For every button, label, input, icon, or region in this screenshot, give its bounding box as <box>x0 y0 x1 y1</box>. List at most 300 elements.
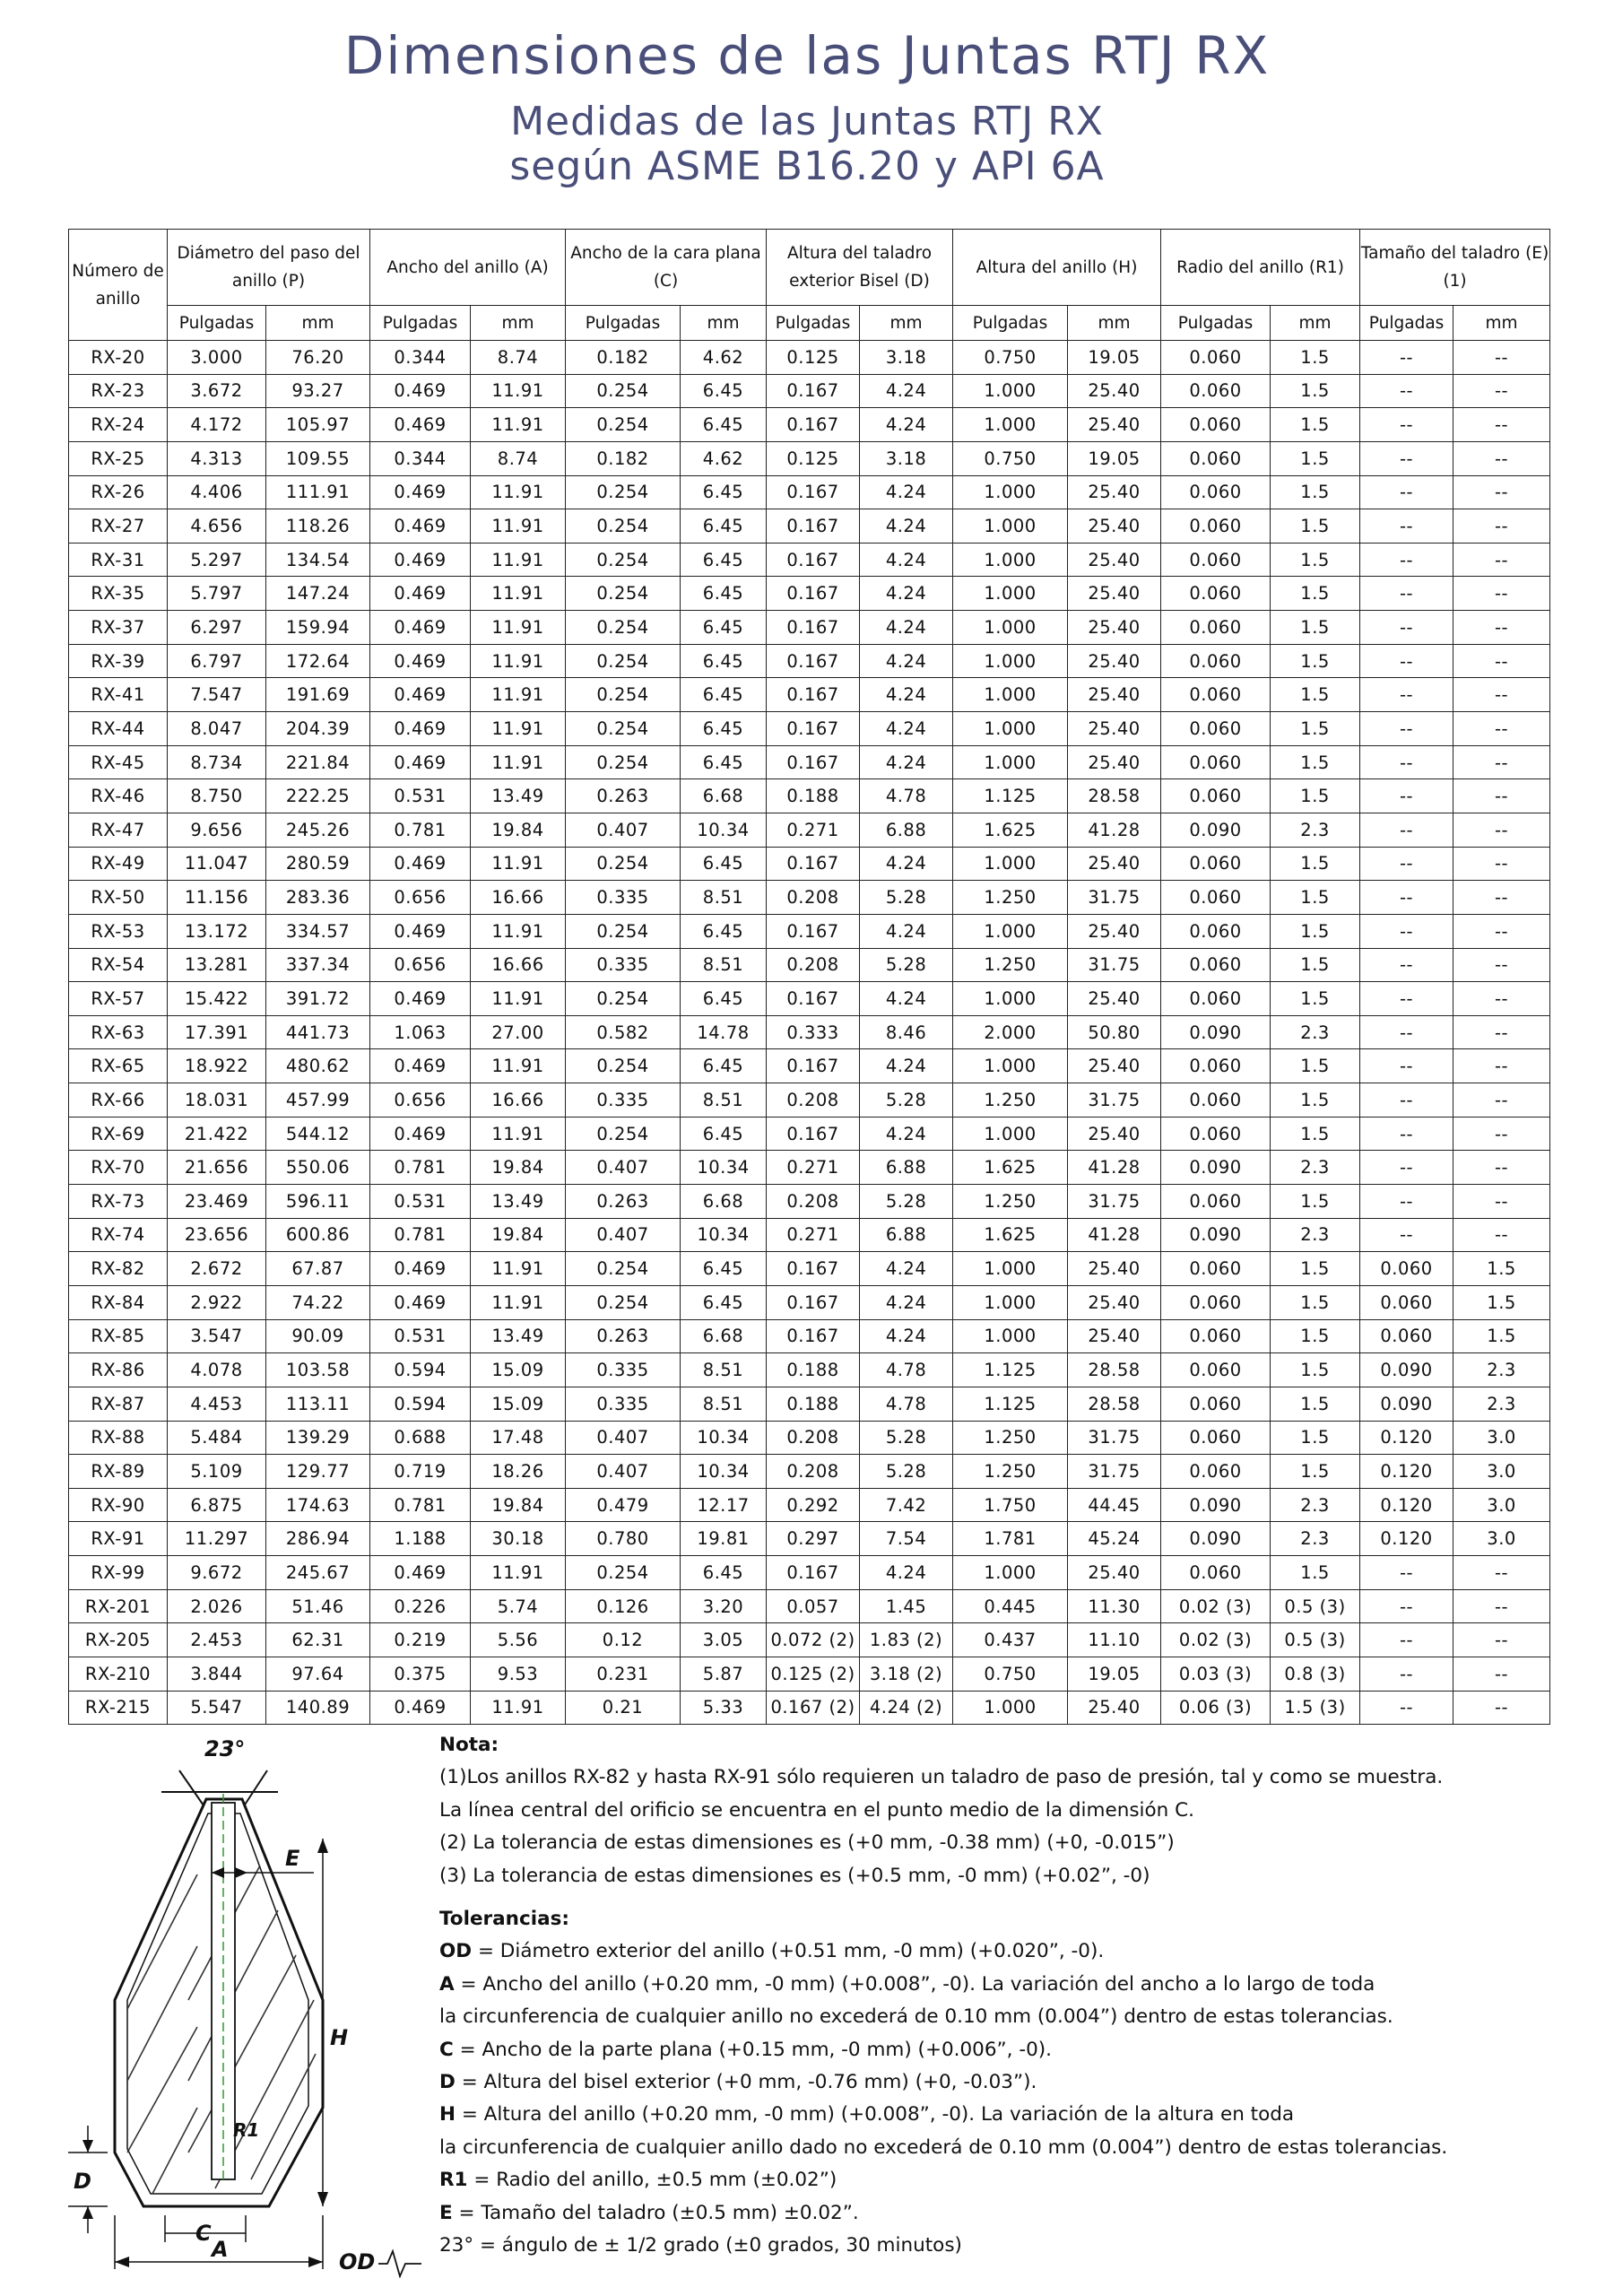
table-cell: 5.484 <box>168 1421 266 1455</box>
table-cell: 11.91 <box>471 847 566 881</box>
table-cell: 1.5 <box>1271 881 1360 915</box>
ring-number-cell: RX-63 <box>69 1015 168 1049</box>
table-cell: 0.263 <box>566 779 681 813</box>
table-cell: 1.000 <box>953 509 1068 544</box>
table-cell: 0.335 <box>566 948 681 982</box>
notes-section <box>439 1729 1605 2263</box>
table-cell: 0.407 <box>566 813 681 847</box>
table-cell: 1.5 <box>1271 408 1360 442</box>
table-cell: 1.000 <box>953 644 1068 678</box>
table-cell: 17.391 <box>168 1015 266 1049</box>
ring-number-cell: RX-85 <box>69 1319 168 1353</box>
table-cell: 0.469 <box>370 644 471 678</box>
table-cell: 0.060 <box>1161 982 1271 1016</box>
table-cell: 15.09 <box>471 1387 566 1421</box>
table-cell: 8.74 <box>471 441 566 475</box>
table-cell: 0.03 (3) <box>1161 1657 1271 1691</box>
table-cell: 0.469 <box>370 1556 471 1590</box>
table-row <box>69 1285 1550 1319</box>
table-cell: 0.469 <box>370 1691 471 1725</box>
table-cell: 76.20 <box>266 341 370 375</box>
table-cell: 0.072 (2) <box>767 1623 860 1657</box>
table-cell: 0.060 <box>1161 543 1271 577</box>
table-cell: 0.167 <box>767 1285 860 1319</box>
ring-number-cell: RX-31 <box>69 543 168 577</box>
ring-number-cell: RX-44 <box>69 712 168 746</box>
table-row <box>69 1319 1550 1353</box>
tolerance-line: la circunferencia de cualquier anillo no excederá de 0.10 mm (0.004”) dentro de estas tolerancias. <box>439 2005 1393 2029</box>
table-cell: 4.62 <box>681 441 767 475</box>
table-cell: 0.594 <box>370 1387 471 1421</box>
table-cell: 11.91 <box>471 475 566 509</box>
table-cell: 0.469 <box>370 1285 471 1319</box>
table-cell: 25.40 <box>1068 1285 1161 1319</box>
table-cell: -- <box>1453 982 1550 1016</box>
table-cell: 6.45 <box>681 1556 767 1590</box>
table-cell: 16.66 <box>471 881 566 915</box>
tolerance-line: 23° = ángulo de ± 1/2 grado (±0 grados, 30 minutos) <box>439 2234 962 2257</box>
table-cell: 16.66 <box>471 948 566 982</box>
ring-number-cell: RX-39 <box>69 644 168 678</box>
table-cell: -- <box>1360 577 1453 611</box>
table-cell: 0.090 <box>1360 1353 1453 1387</box>
table-cell: 11.91 <box>471 644 566 678</box>
table-cell: 8.46 <box>860 1015 953 1049</box>
ring-number-cell: RX-37 <box>69 611 168 645</box>
table-row <box>69 1252 1550 1286</box>
table-row <box>69 1556 1550 1590</box>
table-cell: 0.407 <box>566 1218 681 1252</box>
header-ring-width: Ancho del anillo (A) <box>370 230 566 306</box>
table-cell: 111.91 <box>266 475 370 509</box>
table-cell: 0.688 <box>370 1421 471 1455</box>
table-cell: 4.24 <box>860 982 953 1016</box>
table-cell: 0.167 <box>767 408 860 442</box>
table-cell: 11.91 <box>471 982 566 1016</box>
table-cell: 1.000 <box>953 1556 1068 1590</box>
table-row <box>69 1083 1550 1118</box>
table-cell: 0.06 (3) <box>1161 1691 1271 1725</box>
table-cell: 391.72 <box>266 982 370 1016</box>
table-cell: 0.254 <box>566 1252 681 1286</box>
table-cell: 8.51 <box>681 1083 767 1118</box>
table-cell: 4.24 <box>860 475 953 509</box>
table-cell: 0.120 <box>1360 1455 1453 1489</box>
table-cell: 9.53 <box>471 1657 566 1691</box>
table-cell: 25.40 <box>1068 847 1161 881</box>
table-cell: 0.060 <box>1161 1285 1271 1319</box>
table-cell: 4.24 (2) <box>860 1691 953 1725</box>
table-cell: 0.02 (3) <box>1161 1623 1271 1657</box>
table-cell: 0.167 <box>767 1319 860 1353</box>
table-cell: 11.91 <box>471 712 566 746</box>
table-row <box>69 1353 1550 1387</box>
ring-number-cell: RX-205 <box>69 1623 168 1657</box>
table-cell: 0.060 <box>1161 441 1271 475</box>
table-cell: 0.120 <box>1360 1421 1453 1455</box>
table-cell: 1.250 <box>953 948 1068 982</box>
table-cell: -- <box>1360 475 1453 509</box>
table-cell: 13.49 <box>471 779 566 813</box>
tolerance-line: la circunferencia de cualquier anillo dado no excederá de 0.10 mm (0.004”) dentro de estas tolerancias. <box>439 2135 1448 2159</box>
table-cell: 103.58 <box>266 1353 370 1387</box>
table-cell: 11.91 <box>471 577 566 611</box>
table-cell: -- <box>1453 408 1550 442</box>
table-cell: -- <box>1360 1589 1453 1623</box>
table-cell: 1.5 <box>1271 1049 1360 1083</box>
table-cell: 1.625 <box>953 1218 1068 1252</box>
table-cell: 0.057 <box>767 1589 860 1623</box>
table-cell: 1.5 <box>1271 611 1360 645</box>
table-cell: 4.78 <box>860 1387 953 1421</box>
table-cell: 0.060 <box>1161 1319 1271 1353</box>
ring-number-cell: RX-35 <box>69 577 168 611</box>
table-cell: 1.5 <box>1271 1117 1360 1151</box>
dimension-d-label: D <box>74 2169 91 2194</box>
ring-number-cell: RX-82 <box>69 1252 168 1286</box>
table-cell: 25.40 <box>1068 1691 1161 1725</box>
table-cell: -- <box>1453 914 1550 948</box>
header-hole-size: Tamaño del taladro (E) (1) <box>1360 230 1550 306</box>
table-cell: 0.090 <box>1161 1218 1271 1252</box>
table-cell: 1.5 <box>1271 1185 1360 1219</box>
tolerances-heading: Tolerancias: <box>439 1908 569 1931</box>
table-cell: 11.30 <box>1068 1589 1161 1623</box>
table-cell: 2.3 <box>1453 1353 1550 1387</box>
table-cell: 0.167 <box>767 509 860 544</box>
ring-number-cell: RX-49 <box>69 847 168 881</box>
ring-number-cell: RX-26 <box>69 475 168 509</box>
table-cell: 0.02 (3) <box>1161 1589 1271 1623</box>
table-cell: 0.469 <box>370 543 471 577</box>
table-cell: 0.254 <box>566 374 681 408</box>
table-cell: 25.40 <box>1068 712 1161 746</box>
table-cell: 0.254 <box>566 577 681 611</box>
table-cell: 0.090 <box>1161 1015 1271 1049</box>
table-cell: 4.24 <box>860 1556 953 1590</box>
table-row <box>69 1185 1550 1219</box>
table-cell: 31.75 <box>1068 881 1161 915</box>
table-cell: -- <box>1453 441 1550 475</box>
table-row <box>69 1387 1550 1421</box>
table-cell: 97.64 <box>266 1657 370 1691</box>
table-cell: -- <box>1453 1015 1550 1049</box>
table-cell: 6.875 <box>168 1488 266 1522</box>
table-cell: 15.09 <box>471 1353 566 1387</box>
table-cell: 113.11 <box>266 1387 370 1421</box>
table-cell: 0.254 <box>566 678 681 712</box>
note-line: (1)Los anillos RX-82 y hasta RX-91 sólo requieren un taladro de paso de presión, tal y como se muestra. <box>439 1766 1444 1789</box>
table-row <box>69 1218 1550 1252</box>
header-ring-radius: Radio del anillo (R1) <box>1161 230 1360 306</box>
table-cell: 0.344 <box>370 341 471 375</box>
table-cell: 19.84 <box>471 1218 566 1252</box>
table-cell: -- <box>1453 779 1550 813</box>
table-cell: -- <box>1453 577 1550 611</box>
table-cell: 0.208 <box>767 1185 860 1219</box>
table-cell: 4.453 <box>168 1387 266 1421</box>
table-cell: 0.292 <box>767 1488 860 1522</box>
table-cell: 4.24 <box>860 678 953 712</box>
table-cell: 1.000 <box>953 577 1068 611</box>
table-cell: -- <box>1453 1083 1550 1118</box>
table-cell: 0.060 <box>1161 745 1271 779</box>
table-cell: 0.750 <box>953 341 1068 375</box>
table-cell: -- <box>1360 1015 1453 1049</box>
ring-number-cell: RX-90 <box>69 1488 168 1522</box>
table-cell: 10.34 <box>681 1421 767 1455</box>
table-cell: 118.26 <box>266 509 370 544</box>
table-cell: 245.26 <box>266 813 370 847</box>
table-cell: -- <box>1453 847 1550 881</box>
table-cell: -- <box>1360 1151 1453 1185</box>
table-cell: 0.208 <box>767 881 860 915</box>
table-cell: 1.000 <box>953 847 1068 881</box>
table-cell: 1.5 <box>1271 374 1360 408</box>
table-cell: 3.0 <box>1453 1522 1550 1556</box>
header-ring-number: Número de anillo <box>69 230 168 341</box>
note-line: (2) La tolerancia de estas dimensiones es (+0 mm, -0.38 mm) (+0, -0.015”) <box>439 1831 1175 1855</box>
table-cell: 5.28 <box>860 1455 953 1489</box>
table-cell: 0.167 <box>767 1117 860 1151</box>
table-cell: 0.060 <box>1360 1319 1453 1353</box>
table-cell: 0.188 <box>767 1387 860 1421</box>
ring-number-cell: RX-20 <box>69 341 168 375</box>
table-cell: 0.167 <box>767 644 860 678</box>
table-cell: 8.51 <box>681 1353 767 1387</box>
table-cell: 140.89 <box>266 1691 370 1725</box>
table-cell: 0.120 <box>1360 1488 1453 1522</box>
table-cell: 2.3 <box>1271 813 1360 847</box>
table-cell: 4.24 <box>860 1117 953 1151</box>
table-cell: 0.333 <box>767 1015 860 1049</box>
table-cell: 0.125 <box>767 341 860 375</box>
table-cell: 0.445 <box>953 1589 1068 1623</box>
table-cell: 11.91 <box>471 408 566 442</box>
table-cell: 0.167 <box>767 712 860 746</box>
table-cell: 23.656 <box>168 1218 266 1252</box>
table-cell: 25.40 <box>1068 1117 1161 1151</box>
table-cell: 0.060 <box>1161 475 1271 509</box>
table-cell: 1.000 <box>953 1117 1068 1151</box>
table-cell: 4.24 <box>860 509 953 544</box>
table-cell: 0.335 <box>566 1353 681 1387</box>
subtitle-line-1: Medidas de las Juntas RTJ RX <box>510 99 1104 144</box>
table-cell: 1.250 <box>953 1185 1068 1219</box>
table-cell: 0.060 <box>1161 847 1271 881</box>
table-cell: 1.5 <box>1453 1319 1550 1353</box>
table-cell: 0.469 <box>370 374 471 408</box>
table-cell: 0.407 <box>566 1151 681 1185</box>
table-cell: 1.125 <box>953 779 1068 813</box>
table-cell: 337.34 <box>266 948 370 982</box>
table-cell: 6.45 <box>681 914 767 948</box>
table-cell: 0.060 <box>1161 577 1271 611</box>
ring-number-cell: RX-210 <box>69 1657 168 1691</box>
table-cell: 1.000 <box>953 712 1068 746</box>
subheader-inches: Pulgadas <box>953 306 1068 341</box>
table-cell: -- <box>1360 543 1453 577</box>
table-cell: -- <box>1453 509 1550 544</box>
ring-number-cell: RX-45 <box>69 745 168 779</box>
table-cell: 6.45 <box>681 644 767 678</box>
table-cell: 1.5 <box>1271 1387 1360 1421</box>
table-cell: 0.254 <box>566 509 681 544</box>
table-cell: 25.40 <box>1068 1556 1161 1590</box>
table-row <box>69 577 1550 611</box>
table-cell: 0.060 <box>1360 1252 1453 1286</box>
table-cell: 11.91 <box>471 1117 566 1151</box>
table-cell: 0.060 <box>1161 1556 1271 1590</box>
table-cell: -- <box>1360 745 1453 779</box>
table-cell: 174.63 <box>266 1488 370 1522</box>
table-cell: 222.25 <box>266 779 370 813</box>
table-cell: 0.781 <box>370 1218 471 1252</box>
table-cell: -- <box>1360 1623 1453 1657</box>
table-cell: 8.734 <box>168 745 266 779</box>
table-cell: -- <box>1453 948 1550 982</box>
table-cell: -- <box>1453 1657 1550 1691</box>
table-cell: -- <box>1360 712 1453 746</box>
subheader-mm: mm <box>681 306 767 341</box>
subheader-inches: Pulgadas <box>767 306 860 341</box>
table-cell: 0.167 <box>767 1049 860 1083</box>
table-cell: 0.060 <box>1161 914 1271 948</box>
table-cell: 596.11 <box>266 1185 370 1219</box>
table-cell: 0.469 <box>370 1117 471 1151</box>
table-cell: 0.469 <box>370 408 471 442</box>
subheader-inches: Pulgadas <box>1161 306 1271 341</box>
table-cell: 0.090 <box>1161 813 1271 847</box>
table-cell: 93.27 <box>266 374 370 408</box>
table-cell: 0.060 <box>1161 1117 1271 1151</box>
dimension-h-label: H <box>330 2025 349 2050</box>
table-cell: -- <box>1360 644 1453 678</box>
table-cell: 1.250 <box>953 881 1068 915</box>
table-cell: 4.24 <box>860 374 953 408</box>
table-cell: 1.781 <box>953 1522 1068 1556</box>
table-cell: 0.167 <box>767 577 860 611</box>
table-cell: 6.45 <box>681 611 767 645</box>
table-cell: 11.91 <box>471 1691 566 1725</box>
table-row <box>69 441 1550 475</box>
table-cell: 0.719 <box>370 1455 471 1489</box>
table-cell: 19.84 <box>471 1151 566 1185</box>
header-flat-width: Ancho de la cara plana (C) <box>566 230 767 306</box>
table-row <box>69 1589 1550 1623</box>
table-cell: 283.36 <box>266 881 370 915</box>
table-cell: 0.335 <box>566 1083 681 1118</box>
table-cell: -- <box>1453 543 1550 577</box>
table-cell: 0.208 <box>767 1455 860 1489</box>
table-cell: 0.060 <box>1161 1387 1271 1421</box>
table-cell: 0.469 <box>370 847 471 881</box>
table-cell: 51.46 <box>266 1589 370 1623</box>
table-cell: 8.51 <box>681 881 767 915</box>
table-cell: -- <box>1360 408 1453 442</box>
table-row <box>69 678 1550 712</box>
table-cell: 11.91 <box>471 543 566 577</box>
table-cell: 245.67 <box>266 1556 370 1590</box>
table-cell: 1.250 <box>953 1455 1068 1489</box>
table-cell: 1.5 <box>1271 847 1360 881</box>
table-cell: 3.18 <box>860 341 953 375</box>
table-cell: 11.91 <box>471 745 566 779</box>
table-cell: 1.5 <box>1271 745 1360 779</box>
table-cell: 1.063 <box>370 1015 471 1049</box>
table-cell: 4.313 <box>168 441 266 475</box>
table-cell: 0.060 <box>1161 1185 1271 1219</box>
table-row <box>69 1015 1550 1049</box>
table-cell: 0.167 <box>767 982 860 1016</box>
table-row <box>69 745 1550 779</box>
ring-number-cell: RX-41 <box>69 678 168 712</box>
table-cell: 11.10 <box>1068 1623 1161 1657</box>
table-cell: 600.86 <box>266 1218 370 1252</box>
table-cell: 25.40 <box>1068 543 1161 577</box>
table-cell: 1.000 <box>953 982 1068 1016</box>
table-cell: -- <box>1360 678 1453 712</box>
table-row <box>69 1623 1550 1657</box>
table-cell: 0.060 <box>1161 948 1271 982</box>
table-cell: 0.594 <box>370 1353 471 1387</box>
table-cell: 334.57 <box>266 914 370 948</box>
table-cell: -- <box>1453 813 1550 847</box>
table-cell: 0.090 <box>1161 1151 1271 1185</box>
ring-number-cell: RX-88 <box>69 1421 168 1455</box>
table-cell: 3.18 (2) <box>860 1657 953 1691</box>
table-cell: 11.91 <box>471 914 566 948</box>
table-cell: 0.254 <box>566 611 681 645</box>
table-cell: -- <box>1453 1185 1550 1219</box>
table-cell: 0.208 <box>767 1083 860 1118</box>
table-cell: 0.188 <box>767 779 860 813</box>
table-cell: 25.40 <box>1068 577 1161 611</box>
table-cell: 0.167 <box>767 611 860 645</box>
table-cell: 28.58 <box>1068 1353 1161 1387</box>
table-cell: 11.91 <box>471 678 566 712</box>
table-cell: -- <box>1360 1117 1453 1151</box>
table-row <box>69 779 1550 813</box>
ring-number-cell: RX-87 <box>69 1387 168 1421</box>
table-cell: 18.922 <box>168 1049 266 1083</box>
table-cell: 0.254 <box>566 1285 681 1319</box>
table-cell: 6.45 <box>681 1285 767 1319</box>
table-cell: 6.45 <box>681 1049 767 1083</box>
table-cell: 2.453 <box>168 1623 266 1657</box>
table-cell: 5.56 <box>471 1623 566 1657</box>
table-row <box>69 644 1550 678</box>
table-cell: 0.375 <box>370 1657 471 1691</box>
table-cell: 0.060 <box>1161 712 1271 746</box>
table-cell: -- <box>1453 341 1550 375</box>
table-cell: 6.45 <box>681 847 767 881</box>
table-cell: 0.254 <box>566 543 681 577</box>
table-cell: 1.5 <box>1271 914 1360 948</box>
table-cell: 25.40 <box>1068 408 1161 442</box>
table-cell: 1.000 <box>953 678 1068 712</box>
table-cell: 2.026 <box>168 1589 266 1623</box>
table-cell: -- <box>1360 881 1453 915</box>
table-cell: 1.5 <box>1271 948 1360 982</box>
table-row <box>69 374 1550 408</box>
table-cell: 1.000 <box>953 745 1068 779</box>
table-row <box>69 1117 1550 1151</box>
table-cell: -- <box>1453 374 1550 408</box>
notes-heading: Nota: <box>439 1734 499 1756</box>
table-cell: 4.24 <box>860 611 953 645</box>
table-cell: 0.060 <box>1161 1252 1271 1286</box>
